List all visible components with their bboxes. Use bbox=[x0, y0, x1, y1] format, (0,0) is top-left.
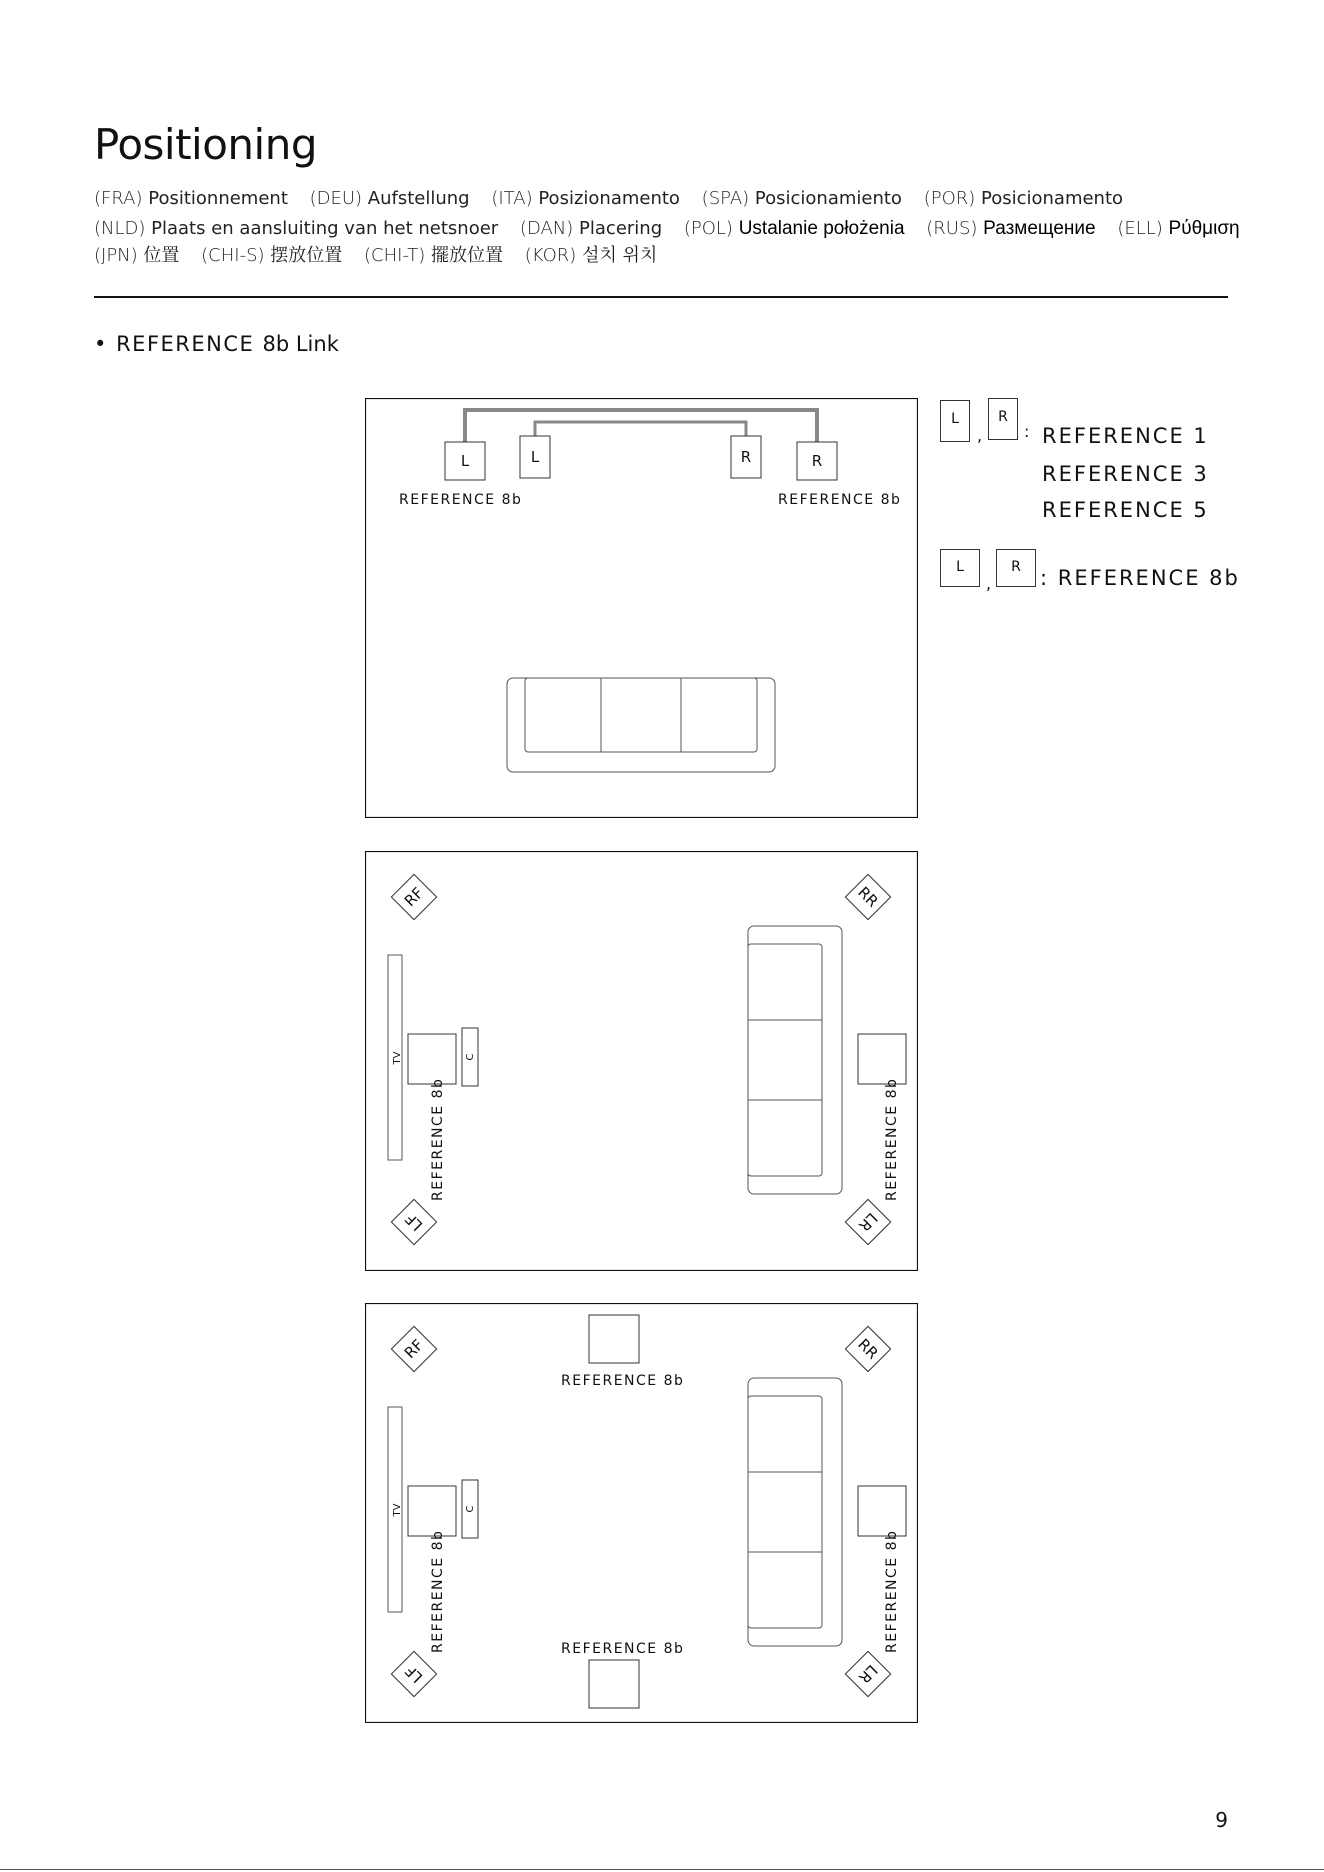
speaker-rr-label: RR bbox=[854, 1335, 882, 1363]
speaker-lf-icon bbox=[391, 1651, 436, 1696]
translations-line-2 bbox=[94, 219, 1256, 238]
label-reference-8b-right: REFERENCE 8b bbox=[778, 492, 902, 508]
speaker-reference-8b-right-letter: R bbox=[811, 452, 823, 470]
translation-dan: (DAN) Placering bbox=[519, 218, 663, 239]
header-divider bbox=[94, 296, 1228, 298]
legend-reference-3: REFERENCE 3 bbox=[1042, 462, 1209, 486]
subwoofer-rear bbox=[858, 1486, 906, 1536]
translation-jpn: (JPN) 位置 bbox=[94, 245, 180, 266]
speaker-lf-label: LF bbox=[401, 1209, 427, 1235]
legend-box-l-8b: L bbox=[940, 549, 980, 587]
label-reference-8b-rear: REFERENCE 8b bbox=[884, 1529, 900, 1653]
diagram-surround-quad-svg bbox=[365, 1303, 918, 1723]
speaker-rr-label: RR bbox=[854, 883, 882, 911]
diagram-surround-quad bbox=[365, 1303, 918, 1723]
label-reference-8b-front: REFERENCE 8b bbox=[430, 1529, 446, 1653]
speaker-reference-8b-left-letter: L bbox=[460, 452, 470, 470]
speaker-lf-label: LF bbox=[401, 1661, 427, 1687]
label-reference-8b-left: REFERENCE 8b bbox=[399, 492, 523, 508]
translation-pol: (POL) Ustalanie położenia bbox=[683, 218, 905, 239]
translation-fra: (FRA) Positionnement bbox=[94, 188, 288, 209]
translation-ell: (ELL) Ρύθμιση bbox=[1117, 218, 1240, 239]
diagram-surround-single bbox=[365, 851, 918, 1271]
translation-por: (POR) Posicionamento bbox=[923, 188, 1124, 209]
center-label: C bbox=[465, 1505, 476, 1513]
legend-comma: , bbox=[977, 426, 983, 445]
diagram-stereo-link-svg bbox=[365, 398, 918, 818]
legend-reference-5: REFERENCE 5 bbox=[1042, 498, 1209, 522]
speaker-lr-icon bbox=[845, 1199, 890, 1244]
legend-reference-1: REFERENCE 1 bbox=[1042, 424, 1209, 448]
speaker-reference-left-letter: L bbox=[530, 448, 540, 466]
outer-link-cable bbox=[465, 410, 817, 442]
speaker-rr-icon bbox=[845, 1326, 890, 1371]
footer-divider bbox=[0, 1869, 1324, 1870]
bullet: • bbox=[94, 332, 108, 356]
subwoofer-front bbox=[408, 1486, 456, 1536]
label-reference-8b-bottom: REFERENCE 8b bbox=[561, 1641, 685, 1657]
diagram-stereo-link bbox=[365, 398, 918, 818]
label-reference-8b-top: REFERENCE 8b bbox=[561, 1373, 685, 1389]
sofa bbox=[748, 1378, 842, 1646]
translation-chi-t: (CHI-T) 擺放位置 bbox=[364, 245, 504, 266]
translation-rus: (RUS) Размещение bbox=[926, 218, 1096, 239]
center-label: C bbox=[465, 1053, 476, 1061]
translations-line-1 bbox=[94, 190, 1139, 208]
translation-kor: (KOR) 설치 위치 bbox=[524, 245, 658, 266]
speaker-lr-label: LR bbox=[854, 1660, 882, 1688]
speaker-rf-icon bbox=[391, 1326, 436, 1371]
speaker-rf-icon bbox=[391, 874, 436, 919]
speaker-rf-label: RF bbox=[400, 1335, 428, 1363]
legend-reference-8b: : REFERENCE 8b bbox=[1040, 566, 1240, 590]
translation-chi-s: (CHI-S) 摆放位置 bbox=[201, 245, 343, 266]
translations-line-3 bbox=[94, 247, 673, 265]
translation-spa: (SPA) Posicionamiento bbox=[701, 188, 902, 209]
inner-link-cable bbox=[535, 422, 746, 442]
tv-label: TV bbox=[392, 1051, 403, 1065]
tv-label: TV bbox=[392, 1503, 403, 1517]
legend-box-l: L bbox=[940, 400, 970, 442]
speaker-reference-right-letter: R bbox=[740, 448, 752, 466]
speaker-rr-icon bbox=[845, 874, 890, 919]
subwoofer-rear bbox=[858, 1034, 906, 1084]
translation-nld: (NLD) Plaats en aansluiting van het netsnoer bbox=[94, 218, 499, 239]
sofa bbox=[507, 678, 775, 772]
subwoofer-front bbox=[408, 1034, 456, 1084]
speaker-lr-label: LR bbox=[854, 1208, 882, 1236]
translation-deu: (DEU) Aufstellung bbox=[309, 188, 470, 209]
label-reference-8b-rear: REFERENCE 8b bbox=[884, 1077, 900, 1201]
legend-box-r-8b: R bbox=[996, 549, 1036, 587]
section-heading-model: 8b Link bbox=[262, 332, 339, 356]
section-heading-brand: REFERENCE bbox=[116, 332, 255, 356]
legend bbox=[940, 398, 1240, 598]
speaker-lf-icon bbox=[391, 1199, 436, 1244]
legend-box-r: R bbox=[988, 398, 1018, 440]
section-heading bbox=[94, 334, 339, 355]
diagram-surround-single-svg bbox=[365, 851, 918, 1271]
subwoofer-top bbox=[589, 1315, 639, 1363]
legend-comma-8b: , bbox=[986, 574, 992, 593]
legend-colon: : bbox=[1024, 422, 1030, 441]
speaker-rf-label: RF bbox=[400, 883, 428, 911]
speaker-lr-icon bbox=[845, 1651, 890, 1696]
label-reference-8b-front: REFERENCE 8b bbox=[430, 1077, 446, 1201]
page-number: 9 bbox=[1215, 1808, 1228, 1832]
sofa bbox=[748, 926, 842, 1194]
page-title: Positioning bbox=[94, 120, 317, 169]
translation-ita: (ITA) Posizionamento bbox=[491, 188, 680, 209]
subwoofer-bottom bbox=[589, 1660, 639, 1708]
